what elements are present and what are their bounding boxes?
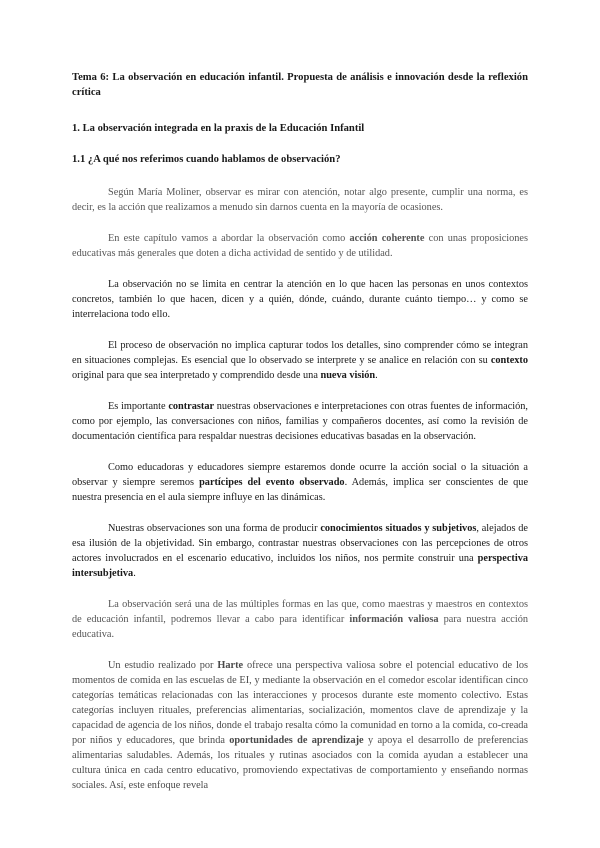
bold-term: conocimientos situados y subjetivos	[320, 523, 477, 534]
subsection-heading: 1.1 ¿A qué nos referimos cuando hablamos de observación?	[72, 154, 341, 165]
paragraph-text: . Además, implica ser conscientes de que nuestra presencia en el aula siempre influye en las dinámicas.	[72, 477, 529, 503]
paragraph-text: Nuestras observaciones son una forma de producir	[108, 523, 321, 534]
bold-term: contrastar	[168, 401, 215, 412]
bold-term: oportunidades de aprendizaje	[229, 735, 364, 746]
bold-term: partícipes del evento observado	[199, 477, 345, 488]
paragraph-text: Según María Moliner, observar es mirar con atención, notar algo presente, cumplir una norma, es decir, es la acción que realizamos a menudo sin darnos cuenta en la mayoría de ocasiones.	[72, 187, 528, 213]
paragraph-text: Un estudio realizado por	[108, 660, 218, 671]
paragraph-text: La observación será una de las múltiples formas en las que, como maestras y maestros en contextos de educación infantil, podremos llevar a cabo para identificar	[72, 599, 528, 625]
paragraph-text: .	[133, 568, 136, 579]
paragraph-text: En este capítulo vamos a abordar la observación como	[108, 233, 350, 244]
paragraph-text: .	[375, 370, 378, 381]
paragraph-text: , alejados de esa ilusión de la objetividad. Sin embargo, contrastar nuestras observaciones con las percepciones de otros actores involucrados en el escenario educativo, incluidos los niños, nos permite construir una	[72, 523, 528, 564]
paragraph-text: original para que sea interpretado y comprendido desde una	[72, 370, 321, 381]
paragraph-observation-process	[72, 338, 528, 383]
section-heading: 1. La observación integrada en la praxis de la Educación Infantil	[72, 123, 365, 134]
paragraph-valuable-information	[72, 597, 528, 642]
document-title: Tema 6: La observación en educación infantil. Propuesta de análisis e innovación desde la reflexión crítica	[72, 72, 528, 98]
paragraph-contrast-sources	[72, 399, 528, 444]
paragraph-text: y apoya el desarrollo de preferencias alimentarias saludables. Además, los rituales y rutinas asociados con la comida ayudan a establecer una cultura única en cada centro educativo, promoviendo expectativas de comportamiento y enseñando normas sociales. Así, este enfoque revela	[72, 735, 528, 791]
paragraph-text: con unas proposiciones educativas más generales que doten a dicha actividad de sentido y de utilidad.	[72, 233, 528, 259]
bold-term: contexto	[490, 355, 528, 366]
paragraph-situated-knowledge	[72, 521, 528, 581]
bold-term: Harte	[217, 660, 244, 671]
paragraph-text: Como educadoras y educadores siempre estaremos donde ocurre la acción social o la situación a observar y siempre seremos	[72, 462, 528, 488]
paragraph-moliner-definition	[72, 185, 528, 215]
bold-term: acción coherente	[349, 233, 425, 244]
paragraph-text: para nuestra acción educativa.	[72, 614, 529, 640]
paragraph-observation-scope	[72, 277, 528, 322]
paragraph-text: ofrece una perspectiva valiosa sobre el potencial educativo de los momentos de comida en las escuelas de EI, y mediante la observación en el comedor escolar identifican cinco categorías temáticas relacionadas con las interacciones y procesos durante este momento colectivo. Estas categorías incluyen rituales, preferencias alimentarias, socialización, momentos clave de aprendizaje y la capacidad de agencia de los niños, donde el trabajo resalta cómo la comunidad en torno a la comida, co-creada por niños y educadores, que brinda	[72, 660, 528, 746]
paragraph-text: Es importante	[108, 401, 169, 412]
paragraph-text: El proceso de observación no implica capturar todos los detalles, sino comprender cómo se integran en situaciones complejas. Es esencial que lo observado se interprete y se analice en relación con su	[72, 340, 528, 366]
paragraph-harte-study	[72, 658, 528, 793]
bold-term: información valiosa	[349, 614, 439, 625]
paragraph-chapter-approach	[72, 231, 528, 261]
bold-term: nueva visión	[320, 370, 376, 381]
paragraph-text: nuestras observaciones e interpretaciones con otras fuentes de información, como por ejemplo, las conversaciones con niños, familias y compañeros docentes, así como la revisión de documentación científica para respaldar nuestras decisiones educativas basadas en la observación.	[72, 401, 528, 442]
paragraph-educator-participation	[72, 460, 528, 505]
paragraph-text: La observación no se limita en centrar la atención en lo que hacen las personas en unos contextos concretos, también lo que hacen, dicen y a quién, dónde, cuándo, durante cuánto tiempo… y como se interrelaciona todo ello.	[72, 279, 528, 320]
bold-term: perspectiva intersubjetiva	[72, 553, 528, 579]
